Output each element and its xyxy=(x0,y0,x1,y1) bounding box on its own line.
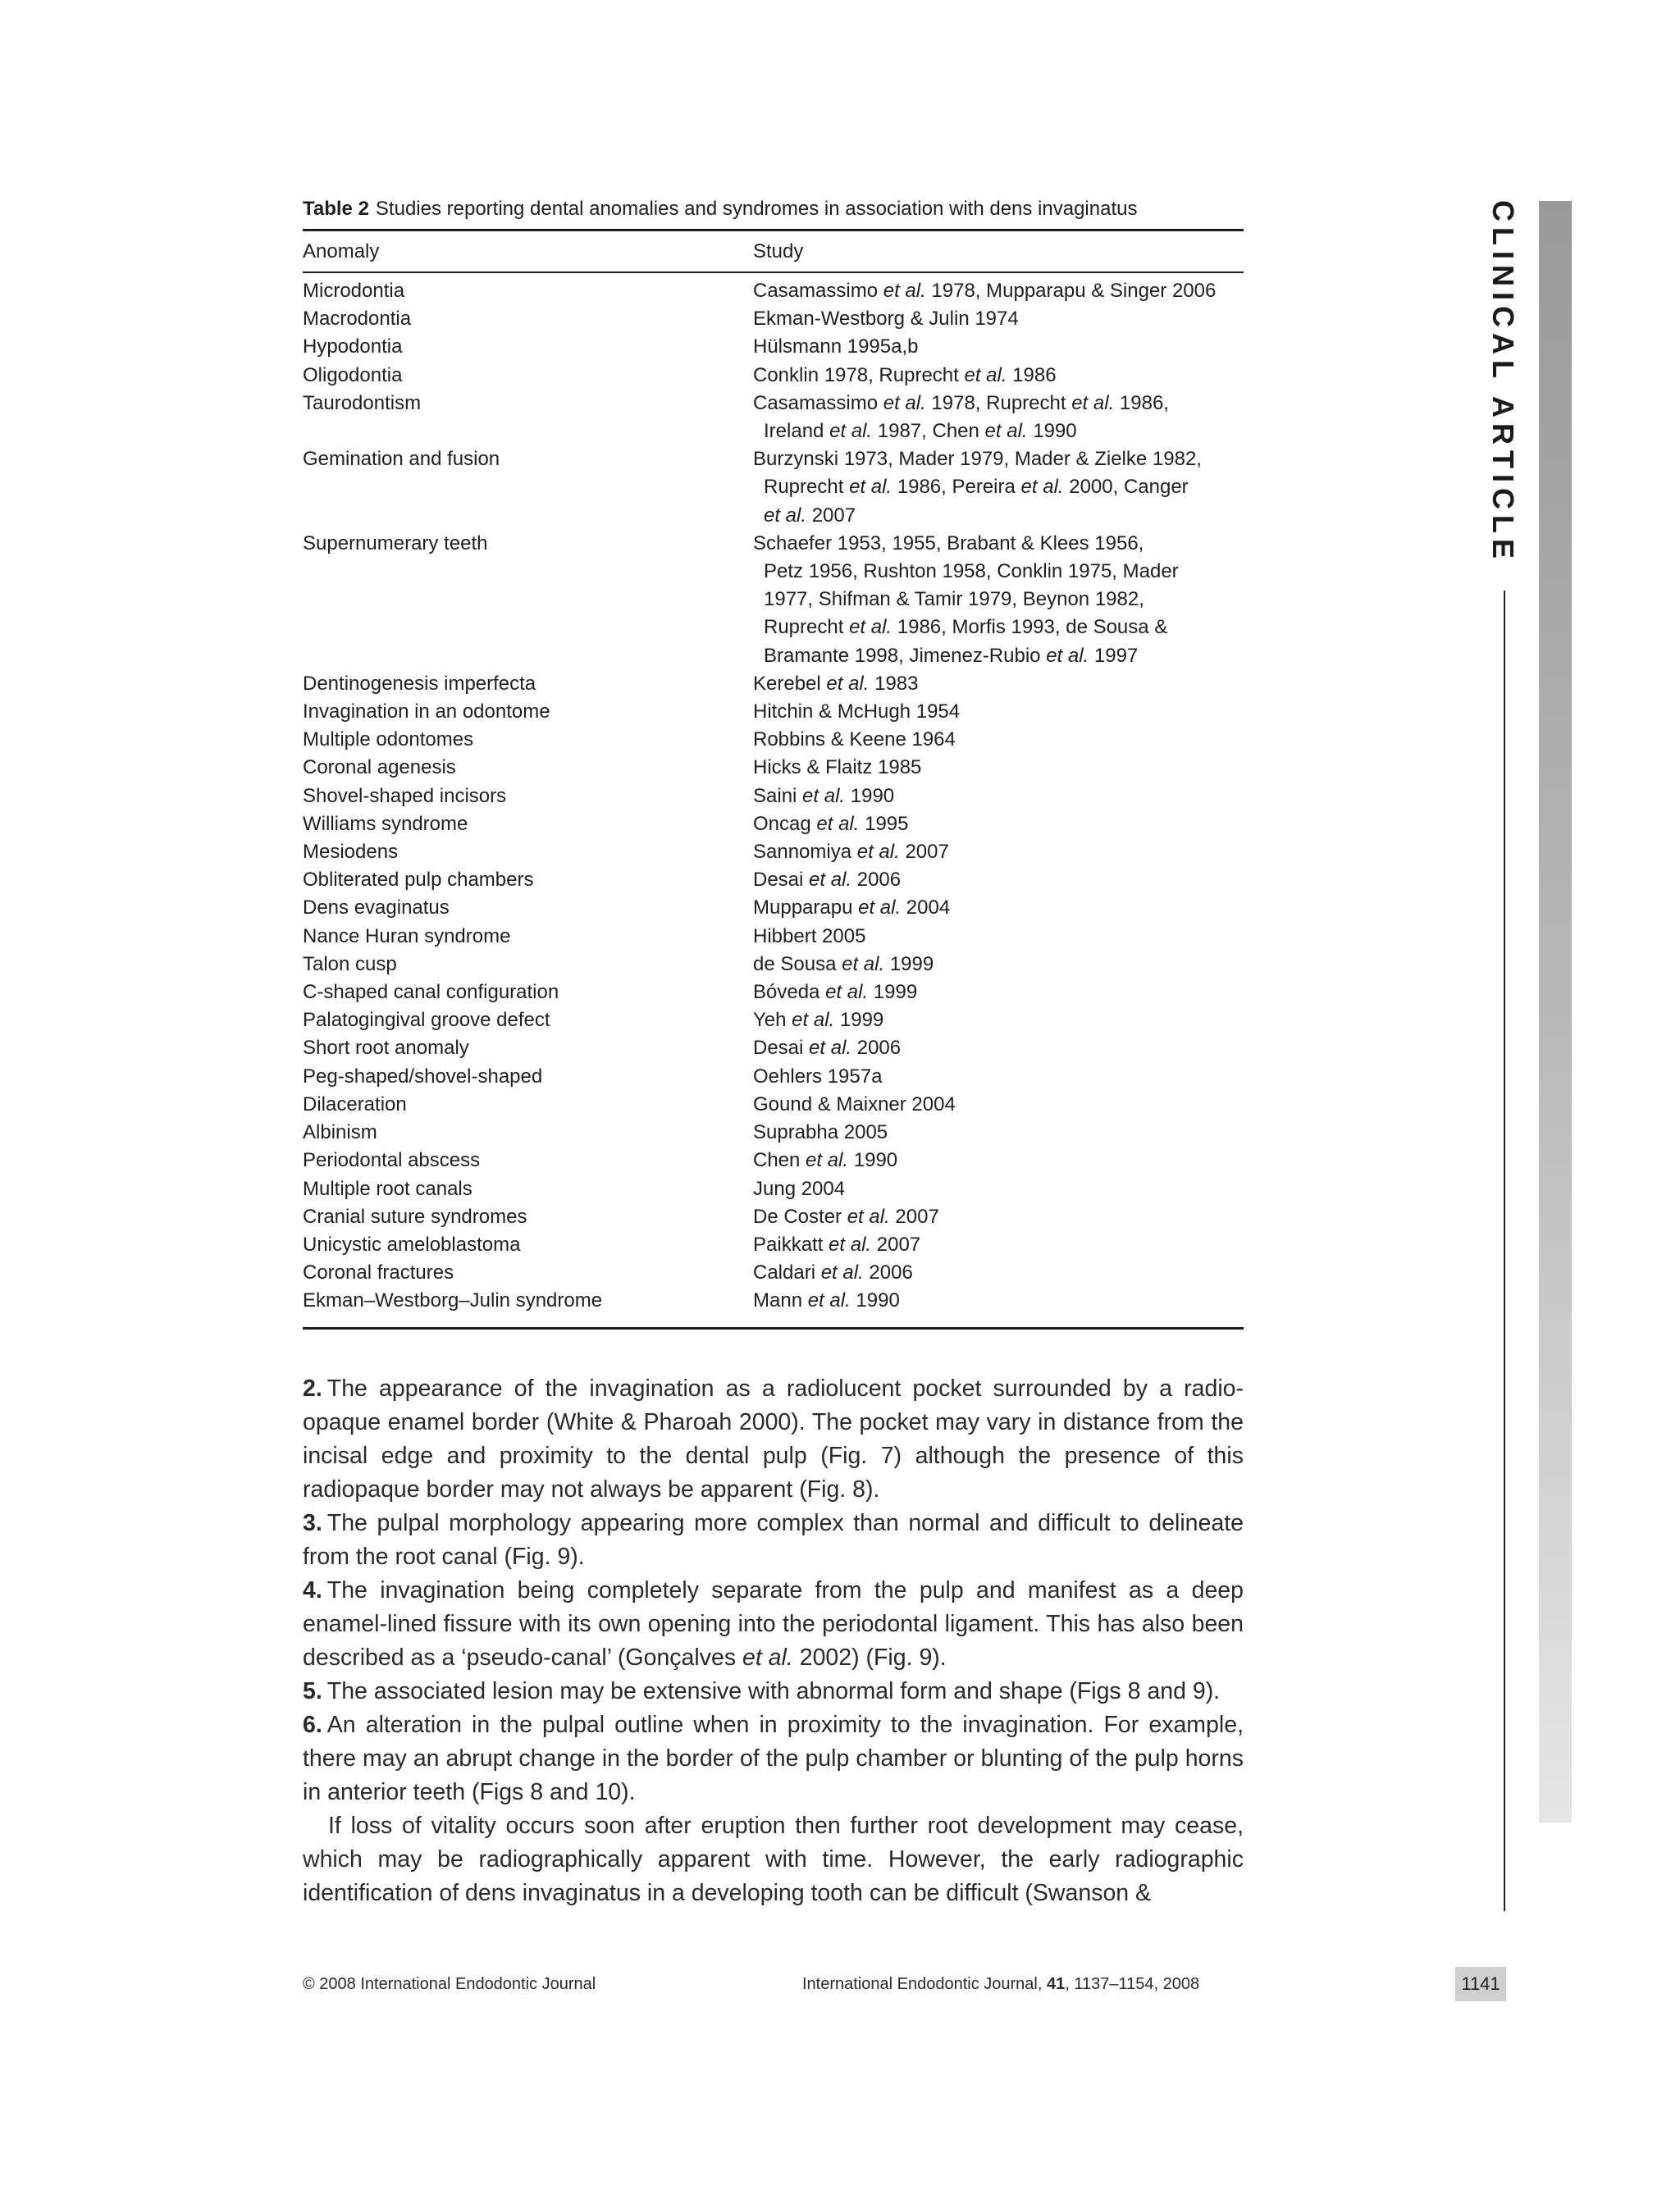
body-text xyxy=(303,1372,1244,1910)
study-cell xyxy=(753,726,1262,754)
footer-journal: International Endodontic Journal, xyxy=(802,1975,1047,1993)
anomaly-cell: Shovel-shaped incisors xyxy=(303,784,507,807)
side-tab-bar xyxy=(1539,201,1572,1823)
study-cell xyxy=(753,1175,1262,1203)
study-cell xyxy=(753,670,1262,698)
study-cell xyxy=(753,445,1262,530)
study-cell xyxy=(753,1147,1262,1175)
table-row xyxy=(303,866,1254,894)
table-row xyxy=(303,810,1254,838)
study-line: Gound & Maixner 2004 xyxy=(753,1093,956,1115)
study-cell xyxy=(753,1034,1262,1062)
anomaly-cell: Obliterated pulp chambers xyxy=(303,869,534,892)
table-bottom-rule xyxy=(303,1327,1244,1330)
study-line: Caldari et al. 2006 xyxy=(753,1261,913,1284)
anomaly-cell: Palatogingival groove defect xyxy=(303,1009,550,1032)
footer-pages: , 1137–1154, 2008 xyxy=(1065,1975,1200,1993)
anomaly-cell: Taurodontism xyxy=(303,391,422,414)
study-cell xyxy=(753,951,1262,979)
study-line: Ekman-Westborg & Julin 1974 xyxy=(753,308,1019,331)
table-top-rule xyxy=(303,229,1244,231)
table-body xyxy=(303,277,1254,1316)
study-line: Bramante 1998, Jimenez-Rubio et al. 1997 xyxy=(764,644,1139,667)
table-row xyxy=(303,979,1254,1006)
numbered-item xyxy=(303,1372,1244,1507)
anomaly-cell: Dentinogenesis imperfecta xyxy=(303,672,536,695)
table-row xyxy=(303,923,1254,951)
study-line: Oncag et al. 1995 xyxy=(753,812,909,835)
table-row xyxy=(303,530,1254,670)
study-line: Bóveda et al. 1999 xyxy=(753,981,918,1004)
table-row xyxy=(303,445,1254,530)
study-cell xyxy=(753,866,1262,894)
anomaly-cell: Short root anomaly xyxy=(303,1037,469,1060)
study-line: Robbins & Keene 1964 xyxy=(753,728,956,751)
table-label: Table 2 xyxy=(303,198,369,220)
study-cell xyxy=(753,305,1262,333)
study-cell xyxy=(753,810,1262,838)
page-number: 1141 xyxy=(1455,1967,1506,2001)
study-cell xyxy=(753,1259,1262,1287)
study-cell xyxy=(753,754,1262,782)
numbered-list xyxy=(303,1372,1244,1809)
anomaly-cell: Multiple root canals xyxy=(303,1177,472,1200)
study-line: Jung 2004 xyxy=(753,1177,846,1200)
study-line: Ireland et al. 1987, Chen et al. 1990 xyxy=(764,420,1077,443)
study-line: Oehlers 1957a xyxy=(753,1065,883,1088)
study-line: Hibbert 2005 xyxy=(753,924,866,947)
table-row xyxy=(303,277,1254,305)
section-title: CLINICAL ARTICLE xyxy=(1486,200,1520,564)
table-row xyxy=(303,838,1254,866)
table-header-rule xyxy=(303,271,1244,273)
study-cell xyxy=(753,782,1262,810)
study-cell xyxy=(753,362,1262,390)
study-line: Conklin 1978, Ruprecht et al. 1986 xyxy=(753,363,1057,386)
study-line: Ruprecht et al. 1986, Morfis 1993, de Sousa & xyxy=(764,616,1168,639)
study-cell xyxy=(753,979,1262,1006)
numbered-item xyxy=(303,1574,1244,1675)
table-row xyxy=(303,1287,1254,1315)
anomaly-cell: Oligodontia xyxy=(303,363,403,386)
study-line: Petz 1956, Rushton 1958, Conklin 1975, Mader xyxy=(764,560,1179,583)
study-line: Desai et al. 2006 xyxy=(753,869,902,892)
anomaly-cell: Talon cusp xyxy=(303,952,397,975)
study-cell xyxy=(753,530,1262,670)
table-row xyxy=(303,1063,1254,1091)
study-line: Hicks & Flaitz 1985 xyxy=(753,756,922,779)
item-text: The invagination being completely separate from the pulp and manifest as a deep enamel-lined fissure with its own opening into the periodontal ligament. This has also been described as a ‘pseudo-canal’ (Gonçalves et al. 2002) (Fig. 9). xyxy=(303,1577,1244,1671)
anomaly-cell: Microdontia xyxy=(303,280,405,302)
anomaly-cell: Invagination in an odontome xyxy=(303,700,550,723)
table-row xyxy=(303,390,1254,445)
item-text: The pulpal morphology appearing more complex than normal and difficult to delineate from the root canal (Fig. 9). xyxy=(303,1510,1244,1570)
anomaly-cell: C-shaped canal configuration xyxy=(303,981,559,1004)
study-cell xyxy=(753,1006,1262,1034)
study-cell xyxy=(753,1203,1262,1231)
study-line: Chen et al. 1990 xyxy=(753,1149,898,1172)
study-cell xyxy=(753,698,1262,726)
anomaly-cell: Ekman–Westborg–Julin syndrome xyxy=(303,1289,603,1312)
study-line: Desai et al. 2006 xyxy=(753,1037,902,1060)
study-line: Yeh et al. 1999 xyxy=(753,1009,884,1032)
study-line: Suprabha 2005 xyxy=(753,1121,888,1144)
study-line: de Sousa et al. 1999 xyxy=(753,952,934,975)
study-line: Ruprecht et al. 1986, Pereira et al. 2000, Canger xyxy=(764,476,1189,499)
footer-volume: 41 xyxy=(1046,1975,1066,1993)
anomaly-cell: Williams syndrome xyxy=(303,812,468,835)
anomaly-cell: Peg-shaped/shovel-shaped xyxy=(303,1065,543,1088)
table-row xyxy=(303,726,1254,754)
study-line: Paikkatt et al. 2007 xyxy=(753,1233,921,1256)
anomaly-cell: Albinism xyxy=(303,1121,377,1144)
study-line: Casamassimo et al. 1978, Ruprecht et al. 1986, xyxy=(753,391,1169,414)
table-row xyxy=(303,1091,1254,1119)
item-number: 4. xyxy=(303,1577,322,1604)
numbered-item xyxy=(303,1675,1244,1708)
study-cell xyxy=(753,1119,1262,1147)
anomaly-cell: Coronal fractures xyxy=(303,1261,454,1284)
table-row xyxy=(303,362,1254,390)
table-row xyxy=(303,894,1254,922)
table-row xyxy=(303,782,1254,810)
table-row xyxy=(303,1006,1254,1034)
study-line: Schaefer 1953, 1955, Brabant & Klees 1956, xyxy=(753,531,1144,554)
study-cell xyxy=(753,1231,1262,1259)
table-row xyxy=(303,698,1254,726)
study-cell xyxy=(753,894,1262,922)
study-line: Casamassimo et al. 1978, Mupparapu & Singer 2006 xyxy=(753,280,1217,302)
study-line: Sannomiya et al. 2007 xyxy=(753,841,949,864)
anomaly-cell: Cranial suture syndromes xyxy=(303,1205,527,1228)
column-header-anomaly: Anomaly xyxy=(303,240,380,262)
study-line: Burzynski 1973, Mader 1979, Mader & Zielke 1982, xyxy=(753,448,1202,471)
item-number: 3. xyxy=(303,1510,322,1536)
study-line: Mann et al. 1990 xyxy=(753,1289,900,1312)
study-line: Saini et al. 1990 xyxy=(753,784,895,807)
anomaly-cell: Periodontal abscess xyxy=(303,1149,481,1172)
table-caption-text: Studies reporting dental anomalies and syndromes in association with dens invaginatus xyxy=(375,198,1138,220)
table-row xyxy=(303,1231,1254,1259)
study-cell xyxy=(753,1091,1262,1119)
item-text: The appearance of the invagination as a radiolucent pocket surrounded by a radio-opaque enamel border (White & Pharoah 2000). The pocket may vary in distance from the incisal edge and proximity to the dental pulp (Fig. 7) although the presence of this radiopaque border may not always be apparent (Fig. 8). xyxy=(303,1375,1244,1503)
study-line: Hitchin & McHugh 1954 xyxy=(753,700,961,723)
study-cell xyxy=(753,1063,1262,1091)
item-number: 2. xyxy=(303,1375,322,1402)
anomaly-cell: Macrodontia xyxy=(303,308,412,331)
item-number: 6. xyxy=(303,1712,322,1738)
item-number: 5. xyxy=(303,1678,322,1704)
anomaly-cell: Nance Huran syndrome xyxy=(303,924,511,947)
study-cell xyxy=(753,333,1262,361)
study-line: Mupparapu et al. 2004 xyxy=(753,896,951,919)
table-row xyxy=(303,951,1254,979)
column-header-study: Study xyxy=(753,240,804,262)
anomaly-cell: Dilaceration xyxy=(303,1093,407,1115)
item-text: The associated lesion may be extensive with abnormal form and shape (Figs 8 and 9). xyxy=(326,1678,1221,1704)
footer-citation xyxy=(802,1973,1199,1995)
table-row xyxy=(303,1147,1254,1175)
study-cell xyxy=(753,838,1262,866)
study-cell xyxy=(753,277,1262,305)
table-row xyxy=(303,333,1254,361)
anomaly-cell: Mesiodens xyxy=(303,841,399,864)
study-line: Kerebel et al. 1983 xyxy=(753,672,919,695)
study-cell xyxy=(753,1287,1262,1315)
table-row xyxy=(303,1119,1254,1147)
table-row xyxy=(303,1175,1254,1203)
study-line: 1977, Shifman & Tamir 1979, Beynon 1982, xyxy=(764,588,1144,611)
anomaly-cell: Multiple odontomes xyxy=(303,728,474,751)
table-row xyxy=(303,1034,1254,1062)
side-rule xyxy=(1504,591,1505,1911)
study-line: et al. 2007 xyxy=(764,504,856,527)
numbered-item xyxy=(303,1507,1244,1574)
table-row xyxy=(303,1203,1254,1231)
table-row xyxy=(303,754,1254,782)
table-row xyxy=(303,670,1254,698)
anomaly-cell: Coronal agenesis xyxy=(303,756,456,779)
numbered-item xyxy=(303,1708,1244,1809)
anomaly-cell: Dens evaginatus xyxy=(303,896,450,919)
item-text: An alteration in the pulpal outline when in proximity to the invagination. For example, there may an abrupt change in the border of the pulp chamber or blunting of the pulp horns in anterior teeth (Figs 8 and 10). xyxy=(303,1712,1244,1805)
table-row xyxy=(303,1259,1254,1287)
study-line: Hülsmann 1995a,b xyxy=(753,335,919,358)
anomaly-cell: Unicystic ameloblastoma xyxy=(303,1233,521,1256)
anomaly-cell: Hypodontia xyxy=(303,335,403,358)
study-cell xyxy=(753,923,1262,951)
table-caption xyxy=(303,197,1254,221)
study-line: De Coster et al. 2007 xyxy=(753,1205,939,1228)
closing-paragraph: If loss of vitality occurs soon after eruption then further root development may cease, which may be radiographically apparent with time. However, the early radiographic identification of dens invaginatus in a developing tooth can be difficult (Swanson & xyxy=(303,1813,1244,1906)
footer-copyright: © 2008 International Endodontic Journal xyxy=(303,1975,596,1993)
table-row xyxy=(303,305,1254,333)
study-cell xyxy=(753,390,1262,445)
anomaly-cell: Supernumerary teeth xyxy=(303,531,488,554)
anomaly-cell: Gemination and fusion xyxy=(303,448,500,471)
